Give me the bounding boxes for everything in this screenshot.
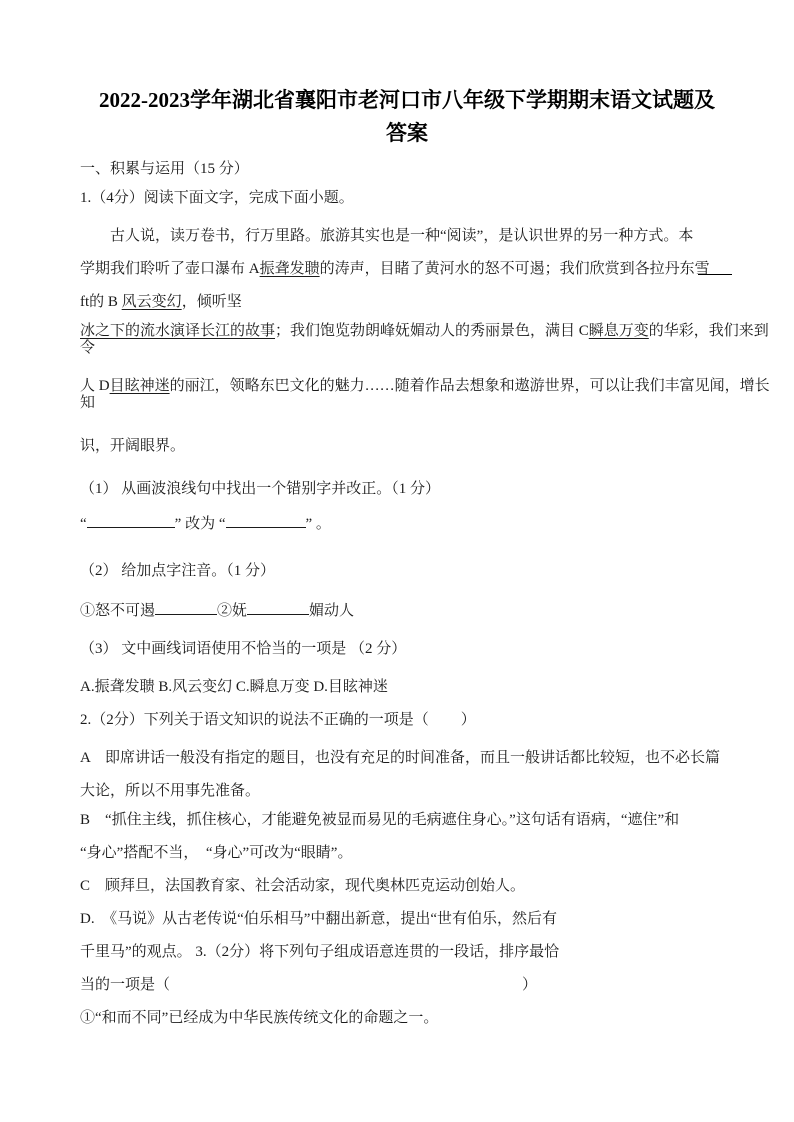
text-line [80,340,734,357]
text-run: “身心”搭配不当， “身心”可改为“眼睛”。 [80,845,353,861]
text-run: C 顾拜旦，法国教育家、社会活动家，现代奥林匹克运动创始人。 [80,878,526,894]
answer-blank [226,514,306,528]
question-1-3 [80,641,734,658]
text-run: D. 《马说》从古老传说“伯乐相马”中翻出新意，提出“世有伯乐，然后有 [80,911,558,927]
answer-line [80,514,734,533]
choice-b [80,812,734,829]
choices-line [80,679,734,696]
text-line [80,323,769,340]
text-run: 古人说，读万卷书，行万里路。旅游其实也是一种“阅读”，是认识世界的另一种方式。本 [80,228,694,244]
text-line [80,944,734,961]
text-run: 媚动人 [309,603,355,619]
answer-line [80,601,734,620]
underlined-phrase: 振聋发聩 [259,261,320,277]
question-2-stem [80,712,734,729]
underlined-phrase: 目眩神迷 [109,378,170,394]
document-body [80,161,770,1027]
text-run: （1） 从画波浪线句中找出一个错别字并改正。（1 分） [80,481,441,497]
text-run: ①“和而不同”已经成为中华民族传统文化的命题之一。 [80,1010,439,1026]
text-run: A 即席讲话一般没有指定的题目，也没有充足的时间准备，而且一般讲话都比较短，也不必长篇 [80,750,721,766]
text-line [80,438,734,455]
text-run: 识，开阔眼界。 [80,438,186,454]
text-run: 知 [80,395,96,411]
question-1-2 [80,563,734,580]
text-run: A.振聋发聩 B.风云变幻 C.瞬息万变 D.目眩神迷 [80,679,388,695]
text-line [80,228,734,245]
text-run: ，倾听坚 [181,294,242,310]
text-line [80,395,734,412]
question-3-stem [80,977,734,994]
text-run: 千里马”的观点。 3.（2分）将下列句子组成语意连贯的一段话，排序最恰 [80,944,560,960]
page-title: 2022-2023学年湖北省襄阳市老河口市八年级下学期期末语文试题及答案 [99,88,715,145]
text-run: 一、积累与运用（15 分） [80,161,249,177]
text-run: 人 D [80,378,110,394]
text-run: 的涛声，目睹了黄河水的怒不可遏；我们欣赏到各拉丹东雪 [319,261,710,277]
text-run: 当的一项是（ [80,977,171,993]
underlined-phrase: 冰之下的流水演译长江的故事 [80,323,276,339]
choice-d [80,911,734,928]
text-run: ） [460,712,476,728]
text-run: ②妩 [217,603,248,619]
answer-blank [247,601,309,615]
text-run: 学期我们聆听了壶口瀑布 A [80,261,260,277]
text-run: “ [80,516,87,532]
text-run: B “抓住主线，抓住核心，才能避免被显而易见的毛病遮住身心。”这句话有语病，“遮住”和 [80,812,680,828]
text-run: ” 。 [305,516,331,532]
text-run: （3） 文中画线词语使用不恰当的一项是 （2 分） [80,641,407,657]
choice-c [80,878,734,895]
text-run: （2） 给加点字注音。（1 分） [80,563,276,579]
underlined-phrase: 风云变幻 [121,294,182,310]
text-run: 1.（4分）阅读下面文字，完成下面小题。 [80,190,354,206]
answer-blank [87,514,175,528]
section-heading [80,161,734,178]
text-line [80,378,770,395]
paren-spacer [170,988,522,989]
text-line [80,261,734,278]
paren-spacer [429,723,461,724]
text-run: 的丽江，领略东巴文化的魅力……随着作品去想象和遨游世界，可以让我们丰富见闻，增长 [169,378,770,394]
answer-blank [155,601,217,615]
question-1-1 [80,481,734,498]
sentence-1 [80,1010,734,1027]
text-run: ft的 B [80,294,122,310]
margin-blank-line [698,274,732,275]
text-line [80,294,734,311]
text-run: 大论，所以不用事先准备。 [80,783,261,799]
text-run: 的华彩，我们来到 [648,323,769,339]
text-run: ；我们饱览勃朗峰妩媚动人的秀丽景色，满目 C [275,323,589,339]
text-run: 2.（2分）下列关于语文知识的说法不正确的一项是（ [80,712,429,728]
text-run: ） [522,977,538,993]
text-line [80,783,734,800]
choice-a [80,750,734,767]
text-run: ” 改为 “ [174,516,226,532]
underlined-phrase: 瞬息万变 [588,323,649,339]
text-line [80,845,734,862]
text-run: ①怒不可遏 [80,603,156,619]
text-run: 令 [80,340,96,356]
question-1-stem [80,190,734,207]
